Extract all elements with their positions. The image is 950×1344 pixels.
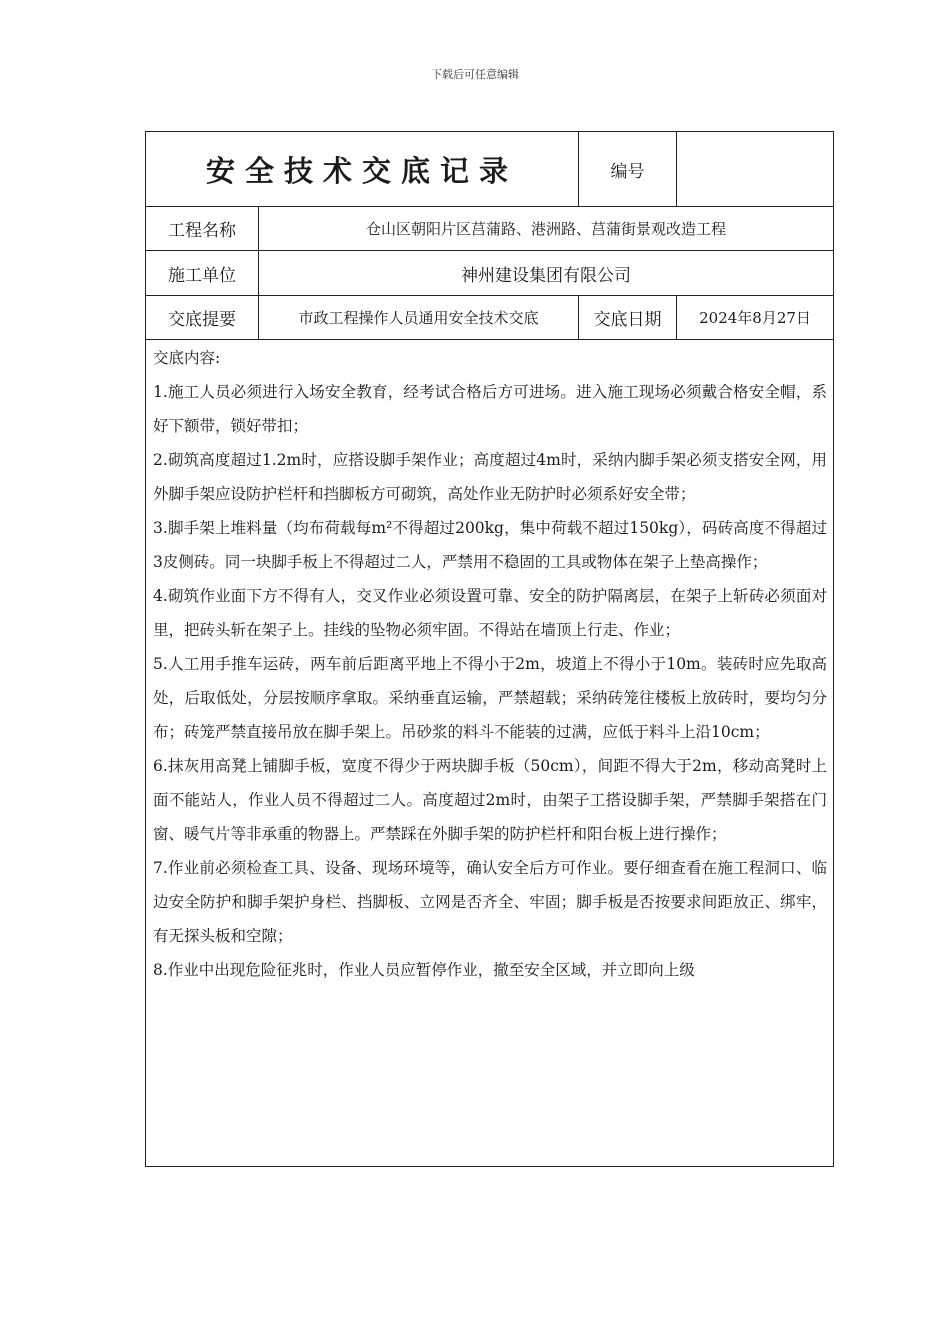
content-heading: 交底内容: [153,349,221,367]
briefing-content [153,346,827,1166]
content-item: 8.作业中出现危险征兆时，作业人员应暂停作业，撤至安全区域，并立即向上级 [153,961,695,979]
content-item: 5.人工用手推车运砖，两车前后距离平地上不得小于2m，坡道上不得小于10m。装砖时应先取高处，后取低处，分层按顺序拿取。采纳垂直运输，严禁超载；采纳砖笼往楼板上放砖时，要均匀分布；砖笼严禁直接吊放在脚手架上。吊砂浆的料斗不能装的过满，应低于料斗上沿10cm； [153,655,828,741]
number-label: 编号 [579,132,677,207]
content-item: 2.砌筑高度超过1.2m时，应搭设脚手架作业；高度超过4m时，采纳内脚手架必须支搭安全网，用外脚手架应设防护栏杆和挡脚板方可砌筑，高处作业无防护时必须系好安全带； [153,451,828,503]
content-item: 6.抹灰用高凳上铺脚手板，宽度不得少于两块脚手板（50cm），间距不得大于2m，移动高凳时上面不能站人，作业人员不得超过二人。高度超过2m时，由架子工搭设脚手架，严禁脚手架搭在门窗、暖气片等非承重的物器上。严禁踩在外脚手架的防护栏杆和阳台板上进行操作； [153,757,828,843]
number-value [677,132,834,207]
content-item: 1.施工人员必须进行入场安全教育，经考试合格后方可进场。进入施工现场必须戴合格安全帽，系好下额带，锁好带扣； [153,383,828,435]
date-value: 2024年8月27日 [677,296,834,340]
contractor-label: 施工单位 [146,251,259,296]
form-title: 安全技术交底记录 [146,132,579,207]
contractor-value: 神州建设集团有限公司 [259,251,834,296]
content-item: 7.作业前必须检查工具、设备、现场环境等，确认安全后方可作业。要仔细查看在施工程洞口、临边安全防护和脚手架护身栏、挡脚板、立网是否齐全、牢固；脚手板是否按要求间距放正、绑牢，有无探头板和空隙； [153,859,828,945]
content-item: 3.脚手架上堆料量（均布荷载每m²不得超过200kg，集中荷载不超过150kg），码砖高度不得超过3皮侧砖。同一块脚手板上不得超过二人，严禁用不稳固的工具或物体在架子上垫高操作； [153,519,828,571]
project-name-value: 仓山区朝阳片区莒蒲路、港洲路、莒蒲街景观改造工程 [259,207,834,251]
date-label: 交底日期 [579,296,677,340]
content-item: 4.砌筑作业面下方不得有人，交叉作业必须设置可靠、安全的防护隔离层，在架子上斩砖必须面对里，把砖头斩在架子上。挂线的坠物必须牢固。不得站在墙顶上行走、作业； [153,587,828,639]
summary-value: 市政工程操作人员通用安全技术交底 [259,296,579,340]
safety-briefing-form [145,131,834,1167]
briefing-content-cell [146,340,834,1167]
download-note: 下载后可任意编辑 [431,68,519,81]
project-name-label: 工程名称 [146,207,259,251]
summary-label: 交底提要 [146,296,259,340]
